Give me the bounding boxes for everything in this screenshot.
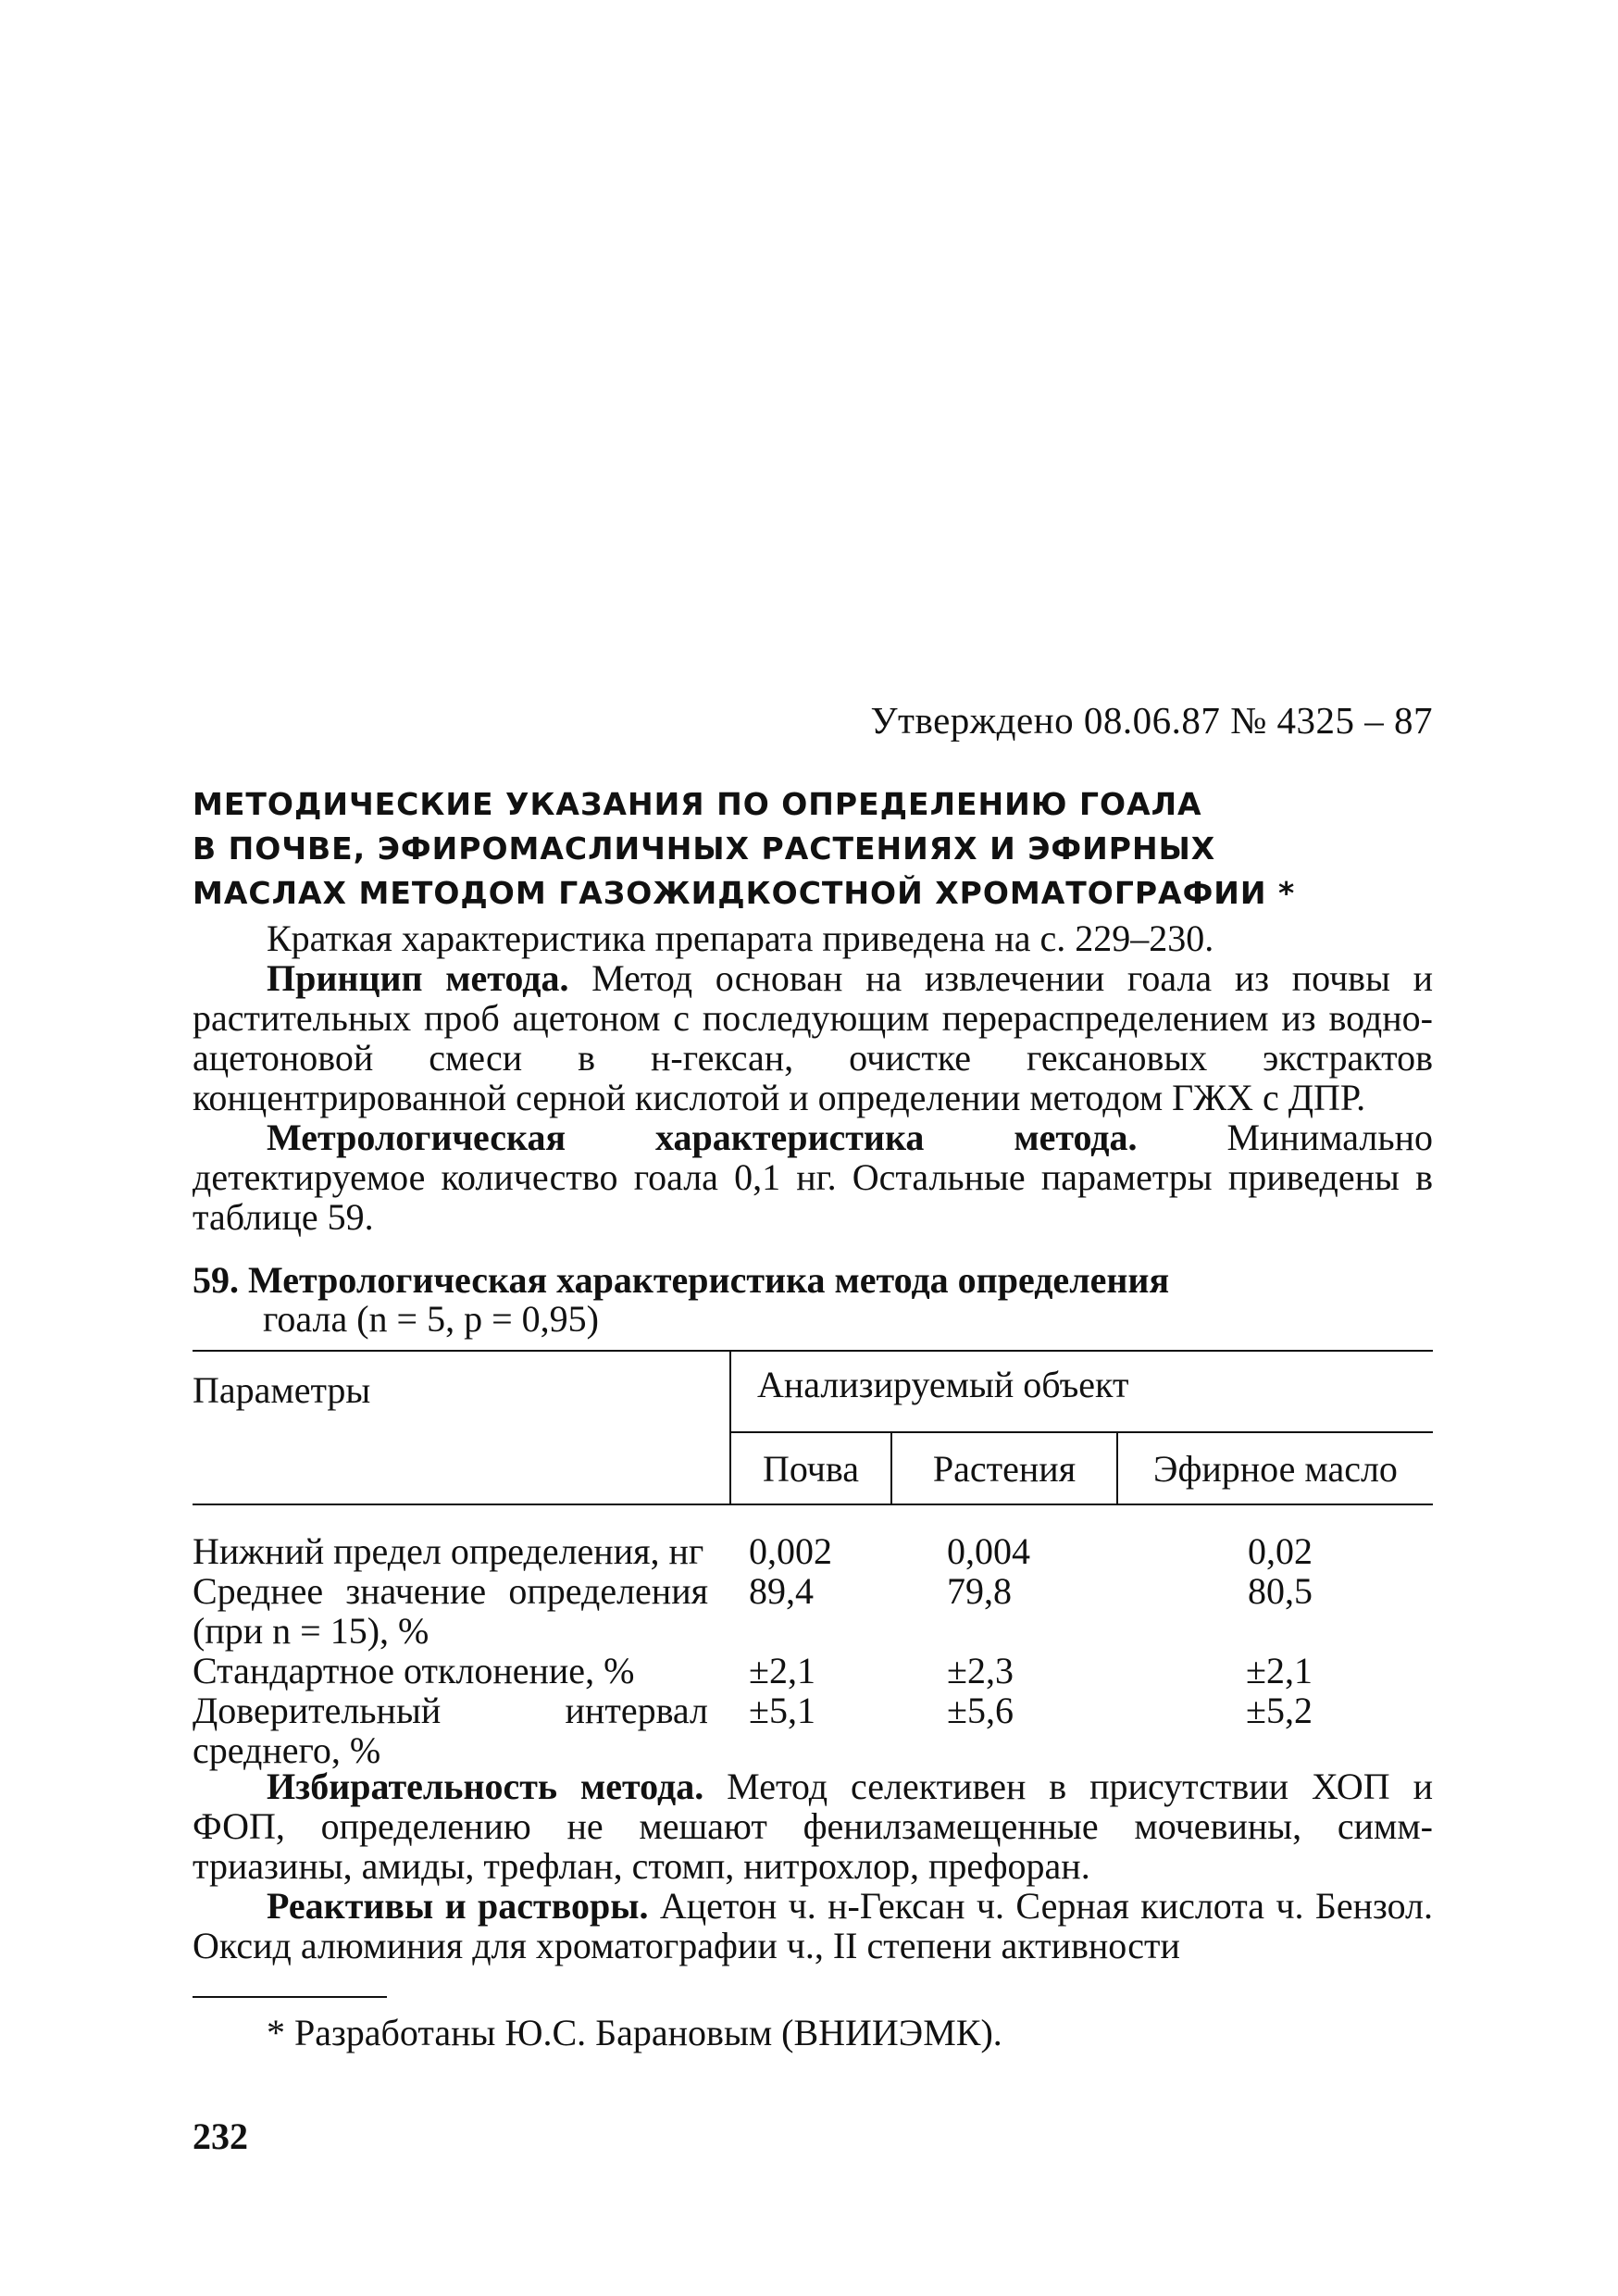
cell-soil: ±5,1 <box>749 1690 815 1731</box>
row-param: Нижний предел определения, нг <box>193 1530 704 1572</box>
cell-oil: ±5,2 <box>1246 1690 1313 1731</box>
table-caption <box>193 1261 1211 1339</box>
metrology-heading: Метрологическая характеристика метода. <box>267 1117 1138 1158</box>
after-table-section <box>193 1766 1433 1965</box>
row-param: Среднее значение определения (при n = 15), % <box>193 1570 708 1652</box>
title-line-1: МЕТОДИЧЕСКИЕ УКАЗАНИЯ ПО ОПРЕДЕЛЕНИЮ ГОАЛА <box>193 786 1202 822</box>
table-row <box>193 1571 1433 1651</box>
column-header-plants: Растения <box>891 1432 1117 1504</box>
reagents-paragraph <box>193 1886 1433 1965</box>
table-row <box>193 1504 1433 1571</box>
row-param: Доверительный интервал среднего, % <box>193 1690 708 1771</box>
document-title <box>193 782 1433 916</box>
footnote: * Разработаны Ю.С. Барановым (ВНИИЭМК). <box>267 2012 1002 2053</box>
approval-note: Утверждено 08.06.87 № 4325 – 87 <box>870 699 1433 742</box>
cell-plants: 0,004 <box>947 1530 1030 1572</box>
page-number: 232 <box>193 2115 248 2157</box>
principle-text: Метод основан на извлечении гоала из почвы и растительных проб ацетоном с последующим перераспределением из водно-ацетоновой смеси в н-гексан, очистке гексановых экстрактов концентрированной серной кислотой и определении методом ГЖХ с ДПР. <box>193 957 1434 1118</box>
cell-plants: ±2,3 <box>947 1650 1014 1691</box>
intro-paragraph-brief: Краткая характеристика препарата приведена на с. 229–230. <box>267 917 1214 959</box>
cell-plants: ±5,6 <box>947 1690 1014 1731</box>
reagents-heading: Реактивы и растворы. <box>267 1885 649 1927</box>
title-line-3: МАСЛАХ МЕТОДОМ ГАЗОЖИДКОСТНОЙ ХРОМАТОГРАФИИ * <box>193 875 1296 911</box>
intro-paragraph-metrology <box>193 1117 1433 1237</box>
selectivity-text: Метод селективен в присутствии ХОП и ФОП, определению не мешают фенилзамещенные мочевины, симм-триазины, амиды, трефлан, стомп, нитрохлор, префоран. <box>193 1766 1434 1887</box>
table-row <box>193 1651 1433 1691</box>
table-caption-line-2: гоала (n = 5, p = 0,95) <box>263 1298 599 1340</box>
column-header-oil: Эфирное масло <box>1117 1432 1433 1504</box>
table-caption-line-1: Метрологическая характеристика метода определения <box>248 1259 1170 1301</box>
table-number: 59. <box>193 1259 239 1301</box>
column-header-soil: Почва <box>730 1432 891 1504</box>
cell-oil: 80,5 <box>1248 1570 1313 1612</box>
metrology-text: Минимально детектируемое количество гоала 0,1 нг. Остальные параметры приведены в таблице 59. <box>193 1117 1433 1238</box>
param-column-header: Параметры <box>193 1351 730 1504</box>
table-row <box>193 1691 1433 1770</box>
cell-soil: ±2,1 <box>749 1650 815 1691</box>
cell-oil: 0,02 <box>1248 1530 1313 1572</box>
cell-soil: 0,002 <box>749 1530 832 1572</box>
cell-plants: 79,8 <box>947 1570 1012 1612</box>
footnote-divider <box>193 1996 387 1998</box>
cell-oil: ±2,1 <box>1246 1650 1313 1691</box>
intro-paragraph-principle <box>193 958 1433 1117</box>
intro-section <box>193 918 1433 1237</box>
title-line-2: В ПОЧВЕ, ЭФИРОМАСЛИЧНЫХ РАСТЕНИЯХ И ЭФИРНЫХ <box>193 830 1216 867</box>
principle-heading: Принцип метода. <box>267 957 569 999</box>
row-param: Стандартное отклонение, % <box>193 1650 635 1691</box>
selectivity-heading: Избирательность метода. <box>267 1766 704 1807</box>
cell-soil: 89,4 <box>749 1570 814 1612</box>
object-group-header: Анализируемый объект <box>730 1351 1433 1432</box>
reagents-text: Ацетон ч. н-Гексан ч. Серная кислота ч. Бензол. Оксид алюминия для хроматографии ч., II степени активности <box>193 1885 1433 1966</box>
selectivity-paragraph <box>193 1766 1433 1886</box>
metrology-table <box>193 1350 1433 1770</box>
